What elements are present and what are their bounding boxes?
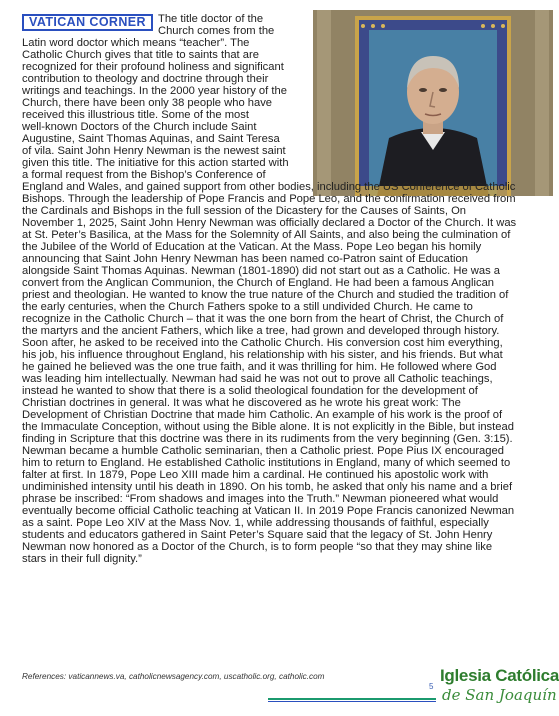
logo-title: Iglesia Católica xyxy=(440,666,559,685)
body-line: recognize in the Catholic Church – that it was the one born from the heart of Christ, the Church of xyxy=(22,313,504,325)
page-number: 5 xyxy=(429,682,434,691)
body-line: undiminished intensity until his death in 1890. On his tomb, he asked that only his name and a brief xyxy=(22,481,513,493)
references-line: References: vaticannews.va, catholicnewsagency.com, uscatholic.org, catholic.com xyxy=(22,672,325,681)
body-line: received this illustrious title. Some of the most xyxy=(22,109,249,121)
body-line: Newman now honored as a Doctor of the Church, is to form people “so that they may shine like xyxy=(22,541,493,553)
body-line: Church comes from the xyxy=(158,25,275,37)
body-line: instead he wanted to show that there is a solid theological foundation for the development of xyxy=(22,385,478,397)
section-badge: VATICAN CORNER xyxy=(22,14,153,31)
body-line: phrase be inscribed: “From shadows and images into the Truth.” Newman pioneered what would xyxy=(22,493,499,505)
body-line: Soon after, he asked to be received into the Catholic Church. His conversion cost him everything, xyxy=(22,337,503,349)
body-line: of vila. Saint John Henry Newman is the newest saint xyxy=(22,145,286,157)
body-line: him to return to England. He established Catholic institutions in England, many of which seemed to xyxy=(22,457,511,469)
body-line: stars in their full dignity.” xyxy=(22,553,142,565)
body-line: Development of Christian Doctrine that made him Catholic. An example of his work is the proof of xyxy=(22,409,503,421)
body-line: Latin word doctor which means “teacher”. The xyxy=(22,37,250,49)
body-line: recognized for their profound holiness and significant xyxy=(22,61,284,73)
body-line: Catholic Church gives that title to saints that are xyxy=(22,49,259,61)
body-line: at St. Peter’s Basilica, at the Mass for the Solemnity of All Saints, and also being the culmination of xyxy=(22,229,511,241)
body-line: given this title. The initiative for this action started with xyxy=(22,157,289,169)
body-line: the martyrs and the ancient Fathers, which like a tree, had grown and developed through history. xyxy=(22,325,500,337)
body-line: Bishops. Through the leadership of Pope Francis and Pope Leo, and the confirmation received from xyxy=(22,193,516,205)
body-line: he gained he believed was the one true faith, and it was thrilling for him. He followed where God xyxy=(22,361,497,373)
body-line: contribution to theology and doctrine through their xyxy=(22,73,269,85)
body-line: writings and teachings. In the 2000 year history of the xyxy=(22,85,287,97)
body-line: the Immaculate Conception, without using the Bible alone. It is not explicitly in the Bible, but instead xyxy=(22,421,514,433)
body-line: well-known Doctors of the Church include Saint xyxy=(22,121,257,133)
body-line: Christian doctrines in general. It was what he discovered as he wrote his great work: The xyxy=(22,397,461,409)
body-line: England and Wales, and gained support from other bodies, including the US Conference of Catholic xyxy=(22,181,516,193)
body-line: students and educators gathered in Saint Peter’s Square said that the legacy of St. John Henry xyxy=(22,529,493,541)
logo-script: de San Joaquín xyxy=(442,686,557,704)
body-line: falter at first. In 1879, Pope Leo XIII made him a cardinal. He continued his apostolic work with xyxy=(22,469,489,481)
body-line: a formal request from the Bishop’s Conference of xyxy=(22,169,266,181)
body-line: eventually become official Catholic teaching at Vatican II. In 2019 Pope Francis canonized Newman xyxy=(22,505,515,517)
body-line: convert from the Anglican Communion, the Church of England. He had been a famous Anglican xyxy=(22,277,495,289)
body-line: finding in Scripture that this doctrine was there in its rudiments from the very beginning (Gen. 3:15). xyxy=(22,433,513,445)
body-line: the Jubilee of the World of Education at the Vatican. At the Mass. Pope Leo began his homily xyxy=(22,241,482,253)
body-line: priest and theologian. He wanted to know the true nature of the Church and studied the tradition of xyxy=(22,289,509,301)
body-line: the early centuries, when the Church Fathers spoke to a still undivided Church. He came to xyxy=(22,301,473,313)
parish-logo xyxy=(440,666,559,712)
body-line: Newman became a humble Catholic seminarian, then a Catholic priest. Pope Pius IX encouraged xyxy=(22,445,504,457)
body-line: was leading him intellectually. Newman had said he was not out to prove all Catholic teachings, xyxy=(22,373,493,385)
footer-divider-accent xyxy=(268,701,436,702)
body-line: alongside Saint Thomas Aquinas. Newman (1801-1890) did not start out as a Catholic. He was a xyxy=(22,265,501,277)
body-line: The title doctor of the xyxy=(158,13,264,25)
body-line: as a saint. Pope Leo XIV at the Mass Nov. 1, while addressing thousands of faithful, especially xyxy=(22,517,489,529)
body-line: Church, there have been only 38 people who have xyxy=(22,97,273,109)
body-line: his job, his influence throughout England, his relationship with his sister, and his friends. But what xyxy=(22,349,503,361)
body-line: Augustine, Saint Thomas Aquinas, and Saint Teresa xyxy=(22,133,280,145)
body-line: November 1, 2025, Saint John Henry Newman was officially declared a Doctor of the Church. It was xyxy=(22,217,517,229)
body-line: announcing that Saint John Henry Newman has been named co-Patron saint of Education xyxy=(22,253,468,265)
body-line: the Cardinals and Bishops in the full session of the Dicastery for the Causes of Saints, On xyxy=(22,205,467,217)
footer-divider xyxy=(268,698,436,700)
